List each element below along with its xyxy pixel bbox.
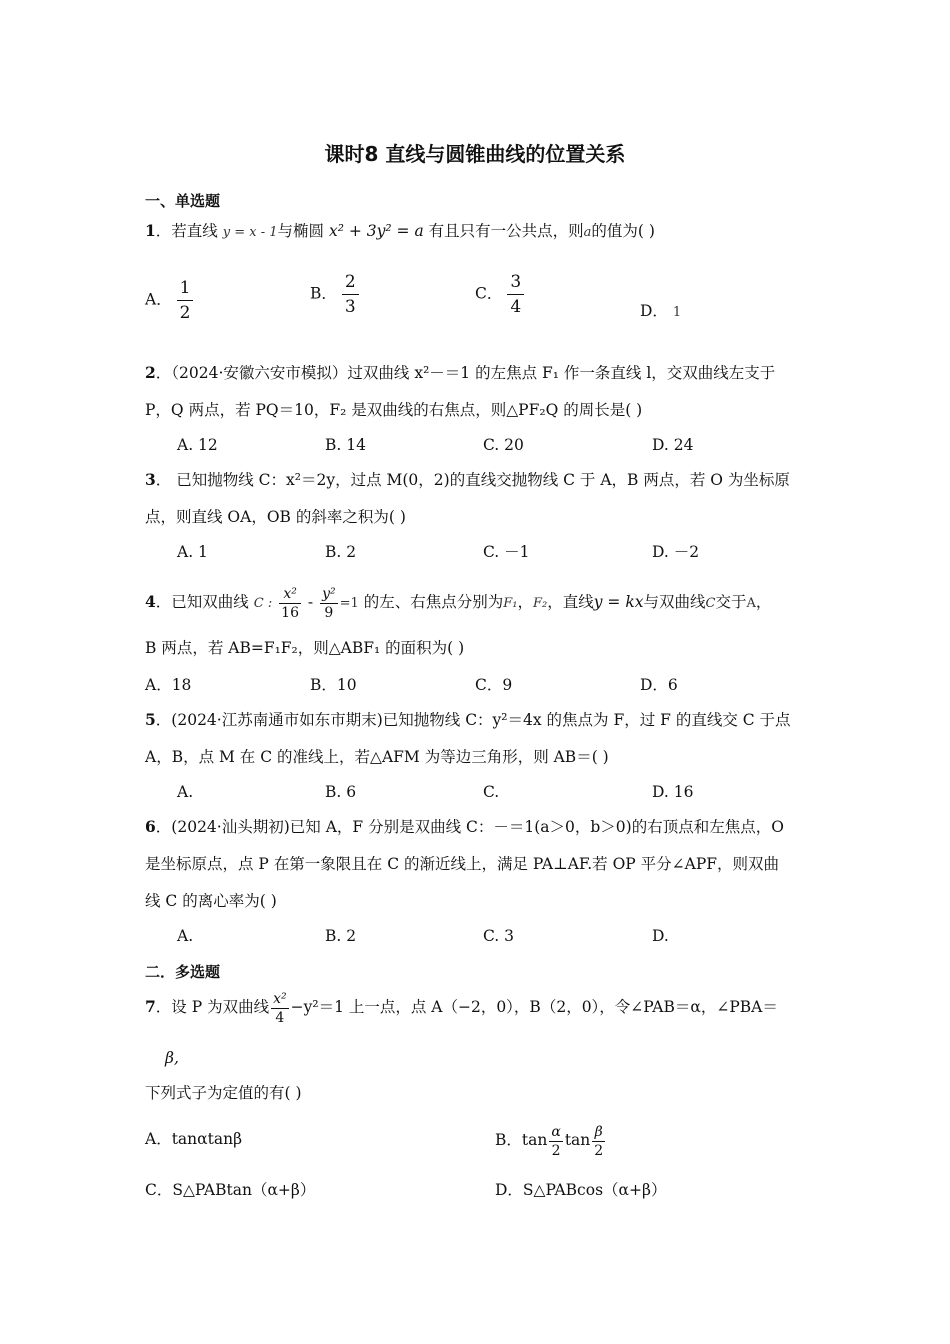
tan-text: tan bbox=[564, 1131, 591, 1149]
fraction bbox=[271, 990, 289, 1027]
q7-option-c: C．S△PABtan（α+β） bbox=[145, 1181, 316, 1199]
question-4: 4．已知双曲线 C : $\frac{\text{x²}}{16}$ - $\frac{\text{y²}}{9}$ =1 的左、右焦点分别为F₁，F₂，直线y = kx与双曲线C交于A， bbox=[145, 585, 772, 621]
q1-ellipse-equation: x² + 3y² = a bbox=[328, 222, 424, 240]
q4-c: C bbox=[705, 596, 716, 611]
q1-text: ．若直线 bbox=[155, 222, 218, 240]
question-number: 7 bbox=[145, 997, 156, 1016]
q1-line-equation: y = x - 1 bbox=[222, 225, 278, 240]
q4-line-equation: y = kx bbox=[593, 593, 644, 611]
fraction bbox=[592, 1123, 605, 1160]
q4-eq-rhs: =1 bbox=[339, 596, 359, 611]
q5-option-c: C. bbox=[483, 783, 500, 801]
q6-option-c: C. 3 bbox=[483, 927, 515, 945]
q3-option-b: B. 2 bbox=[325, 543, 357, 561]
question-number: 3 bbox=[145, 470, 156, 489]
option-label: B． bbox=[310, 284, 337, 303]
q7-line-3: 下列式子为定值的有( ) bbox=[145, 1084, 302, 1102]
q1-text-post: 有且只有一公共点，则 bbox=[428, 222, 584, 240]
q3-line-2: 点，则直线 OA，OB 的斜率之积为( ) bbox=[145, 508, 406, 526]
numerator: 1 bbox=[177, 276, 194, 301]
q4-f2: F₂ bbox=[532, 596, 548, 611]
fraction bbox=[549, 1123, 562, 1160]
denominator: 16 bbox=[281, 604, 299, 621]
numerator: β bbox=[592, 1123, 605, 1142]
q3-line-1: ． 已知抛物线 C：x²＝2y，过点 M(0，2)的直线交抛物线 C 于 A，B 两点，若 O 为坐标原 bbox=[155, 471, 790, 489]
option-label: C． bbox=[475, 284, 503, 303]
q4-option-c: C．9 bbox=[475, 676, 513, 694]
fraction bbox=[320, 585, 338, 622]
question-number: 4 bbox=[145, 592, 156, 611]
option-label: A． bbox=[145, 290, 172, 309]
question-7 bbox=[145, 985, 778, 1029]
q1-text-end: 的值为( ) bbox=[591, 222, 655, 240]
fraction bbox=[279, 585, 301, 622]
q4-comma: ， bbox=[517, 593, 533, 611]
q7-option-a: A．tanαtanβ bbox=[145, 1130, 243, 1148]
q6-option-d: D. bbox=[652, 927, 669, 945]
question-number: 6 bbox=[145, 817, 156, 836]
numerator: 3 bbox=[507, 270, 524, 295]
q4-a: A bbox=[746, 596, 756, 611]
denominator: 9 bbox=[324, 604, 334, 621]
q4-text: ．已知双曲线 bbox=[155, 593, 249, 611]
option-label: B． bbox=[495, 1131, 522, 1149]
q4-text-post2: ，直线 bbox=[547, 593, 594, 611]
q1-var: a bbox=[583, 225, 592, 240]
q2-option-c: C. 20 bbox=[483, 436, 524, 454]
q6-option-b: B. 2 bbox=[325, 927, 357, 945]
question-5 bbox=[145, 709, 791, 731]
section-heading-multiple-choice: 二．多选题 bbox=[145, 963, 221, 981]
fraction bbox=[342, 270, 359, 319]
denominator: 2 bbox=[594, 1142, 604, 1159]
numerator: 2 bbox=[342, 270, 359, 295]
q3-option-a: A. 1 bbox=[177, 543, 208, 561]
q3-option-d: D. －2 bbox=[652, 543, 700, 561]
option-value: 1 bbox=[672, 305, 682, 320]
denominator: 2 bbox=[551, 1142, 561, 1159]
option-label: D． bbox=[640, 302, 668, 320]
numerator: α bbox=[551, 1123, 561, 1140]
q4-text-post: 的左、右焦点分别为 bbox=[363, 593, 504, 611]
q4-option-d: D．6 bbox=[640, 676, 678, 694]
q6-line-3: 线 C 的离心率为( ) bbox=[145, 892, 277, 910]
question-2 bbox=[145, 362, 775, 384]
question-3 bbox=[145, 469, 790, 491]
q5-line-2: A，B，点 M 在 C 的准线上，若△AFM 为等边三角形，则 AB＝( ) bbox=[145, 748, 609, 766]
q1-option-a bbox=[145, 276, 193, 325]
q4-text-post4: 交于 bbox=[715, 593, 747, 611]
tan-text: tan bbox=[521, 1131, 548, 1149]
q6-line-2: 是坐标原点，点 P 在第一象限且在 C 的渐近线上，满足 PA⊥AF.若 OP 平分∠APF，则双曲 bbox=[145, 855, 780, 873]
q6-line-1: ．(2024·汕头期初)已知 A，F 分别是双曲线 C：－＝1(a＞0，b＞0)的右顶点和左焦点，O bbox=[155, 818, 784, 836]
q4-option-a: A．18 bbox=[145, 676, 192, 694]
q7-text-post: −y²＝1 上一点，点 A（−2，0），B（2，0），令∠PAB＝α，∠PBA＝ bbox=[290, 998, 778, 1016]
q2-option-d: D. 24 bbox=[652, 436, 694, 454]
q4-option-b: B．10 bbox=[310, 676, 357, 694]
question-number: 1 bbox=[145, 221, 156, 240]
q5-option-b: B. 6 bbox=[325, 783, 357, 801]
q5-option-a: A. bbox=[177, 783, 194, 801]
numerator: x² bbox=[273, 990, 287, 1007]
question-number: 5 bbox=[145, 710, 156, 729]
q7-option-b bbox=[495, 1118, 607, 1162]
q5-line-1: ．(2024·江苏南通市如东市期末)已知抛物线 C：y²＝4x 的焦点为 F，过 F 的直线交 C 于点 bbox=[155, 711, 791, 729]
fraction bbox=[177, 276, 194, 325]
q7-option-d: D．S△PABcos（α+β） bbox=[495, 1181, 667, 1199]
denominator: 2 bbox=[179, 303, 191, 323]
q2-line-1: ．（2024·安徽六安市模拟）过双曲线 x²－＝1 的左焦点 F₁ 作一条直线 l，交双曲线左支于 bbox=[155, 364, 776, 382]
question-number: 2 bbox=[145, 363, 156, 382]
q1-text-mid: 与椭圆 bbox=[277, 222, 325, 240]
q4-curve-label: C : bbox=[253, 596, 273, 611]
numerator: x² bbox=[279, 585, 301, 604]
denominator: 4 bbox=[510, 297, 522, 317]
q4-text-post5: ， bbox=[755, 593, 772, 611]
q5-option-d: D. 16 bbox=[652, 783, 694, 801]
q2-option-a: A. 12 bbox=[177, 436, 218, 454]
q1-option-d bbox=[640, 300, 681, 324]
q4-f1: F₁ bbox=[503, 596, 518, 611]
denominator: 4 bbox=[275, 1009, 285, 1026]
q2-line-2: P，Q 两点，若 PQ＝10，F₂ 是双曲线的右焦点，则△PF₂Q 的周长是( ) bbox=[145, 401, 643, 419]
q7-text: ．设 P 为双曲线 bbox=[155, 998, 270, 1016]
question-1 bbox=[145, 220, 655, 244]
q4-text-post3: 与双曲线 bbox=[643, 593, 706, 611]
section-heading-single-choice: 一、单选题 bbox=[145, 192, 221, 210]
question-6 bbox=[145, 816, 784, 838]
denominator: 3 bbox=[344, 297, 356, 317]
q1-option-c bbox=[475, 270, 524, 319]
numerator: y² bbox=[322, 585, 336, 602]
q1-option-b bbox=[310, 270, 359, 319]
q3-option-c: C. －1 bbox=[483, 543, 530, 561]
q4-line-2: B 两点，若 AB=F₁F₂，则△ABF₁ 的面积为( ) bbox=[145, 639, 465, 657]
q6-option-a: A. bbox=[177, 927, 194, 945]
q2-option-b: B. 14 bbox=[325, 436, 366, 454]
page-title: 课时8 直线与圆锥曲线的位置关系 bbox=[324, 142, 626, 166]
q7-line-2: β, bbox=[165, 1049, 179, 1067]
fraction bbox=[507, 270, 524, 319]
